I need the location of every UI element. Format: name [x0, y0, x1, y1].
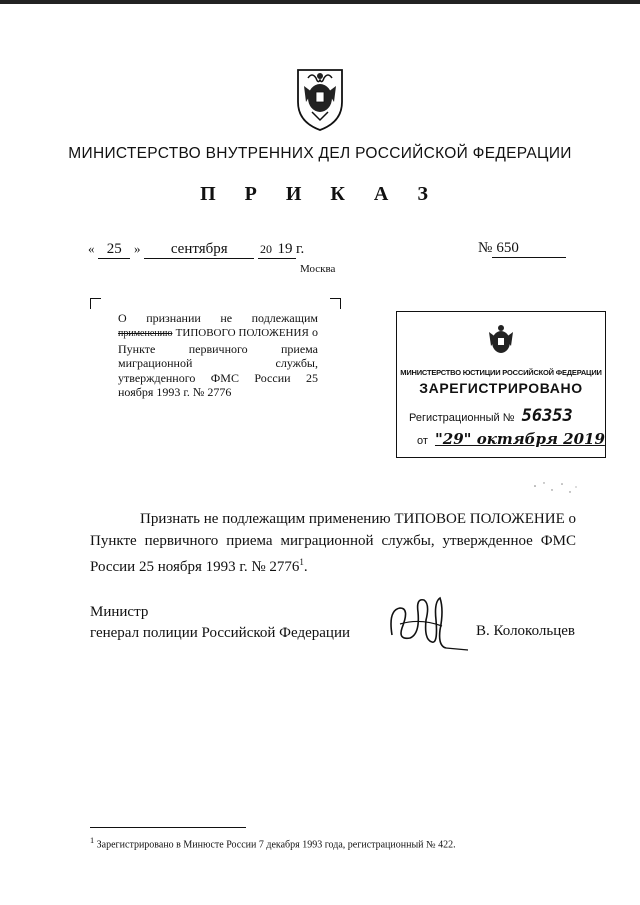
document-type-heading: П Р И К А З	[200, 183, 440, 205]
stamp-date-row	[417, 430, 605, 448]
footnote-text: Зарегистрировано в Минюсте России 7 декабря 1993 года, регистрационный № 422.	[96, 839, 456, 851]
order-subject	[118, 311, 318, 399]
signatory-block	[90, 602, 350, 644]
handwritten-signature	[380, 590, 470, 660]
date-year-mark: г.	[296, 241, 305, 257]
date-year-suffix: 19	[274, 240, 296, 259]
date-month: сентября	[144, 240, 254, 259]
subject-corner-left	[90, 298, 101, 309]
stamp-emblem-icon	[485, 322, 517, 358]
footnote-mark: 1	[90, 836, 95, 845]
number-value: 650	[492, 240, 566, 258]
body-footnote-mark: 1	[299, 557, 304, 567]
signatory-title: Министр	[90, 604, 149, 620]
subject-line1: О признании не подлежащим	[118, 311, 318, 325]
order-body: Признать не подлежащим применению ТИПОВОЕ ПОЛОЖЕНИЕ о Пункте первичного приема миграционной службы, утвержденное ФМС России 25 ноября 1993 г. № 2776$^1$.	[90, 511, 576, 575]
date-close-quote: »	[134, 241, 141, 256]
scan-top-edge	[0, 0, 640, 4]
stamp-reg-label: Регистрационный №	[409, 412, 515, 424]
subject-rest: о Пункте первичного приема миграционной службы, утвержденного ФМС России 25 ноября 1993 г. № 2776	[118, 325, 319, 400]
footnote	[90, 836, 456, 850]
stamp-organization: МИНИСТЕРСТВО ЮСТИЦИИ РОССИЙСКОЙ ФЕДЕРАЦИИ	[400, 368, 602, 377]
signatory-name: В. Колокольцев	[476, 623, 575, 639]
date-year-prefix: 20	[258, 240, 274, 259]
order-date	[88, 240, 304, 259]
coat-of-arms-emblem	[290, 62, 350, 132]
scan-specks	[530, 478, 580, 498]
subject-corner-right	[330, 298, 341, 309]
footnote-rule	[90, 827, 246, 828]
ministry-title: МИНИСТЕРСТВО ВНУТРЕННИХ ДЕЛ РОССИЙСКОЙ ФЕДЕРАЦИИ	[68, 145, 572, 162]
stamp-reg-number: 56353	[521, 406, 573, 426]
signatory-rank: генерал полиции Российской Федерации	[90, 625, 351, 641]
subject-caps: ТИПОВОГО ПОЛОЖЕНИЯ	[175, 327, 309, 340]
stamp-date-value: "29" октября 2019	[434, 430, 605, 448]
order-number	[478, 240, 566, 258]
registration-stamp	[396, 311, 606, 458]
stamp-date-label: от	[417, 435, 428, 447]
stamp-registered: ЗАРЕГИСТРИРОВАНО	[419, 380, 583, 396]
city: Москва	[300, 263, 336, 275]
subject-struck-word: применению	[118, 328, 173, 340]
body-text: Признать не подлежащим применению ТИПОВОЕ ПОЛОЖЕНИЕ о Пункте первичного приема миграционной службы, утвержденное ФМС России 25 ноября 1993 г. № 2776	[90, 511, 576, 575]
stamp-reg-number-row	[409, 406, 573, 426]
date-day: 25	[98, 240, 130, 259]
number-label: №	[478, 240, 493, 256]
date-open-quote: «	[88, 241, 95, 256]
